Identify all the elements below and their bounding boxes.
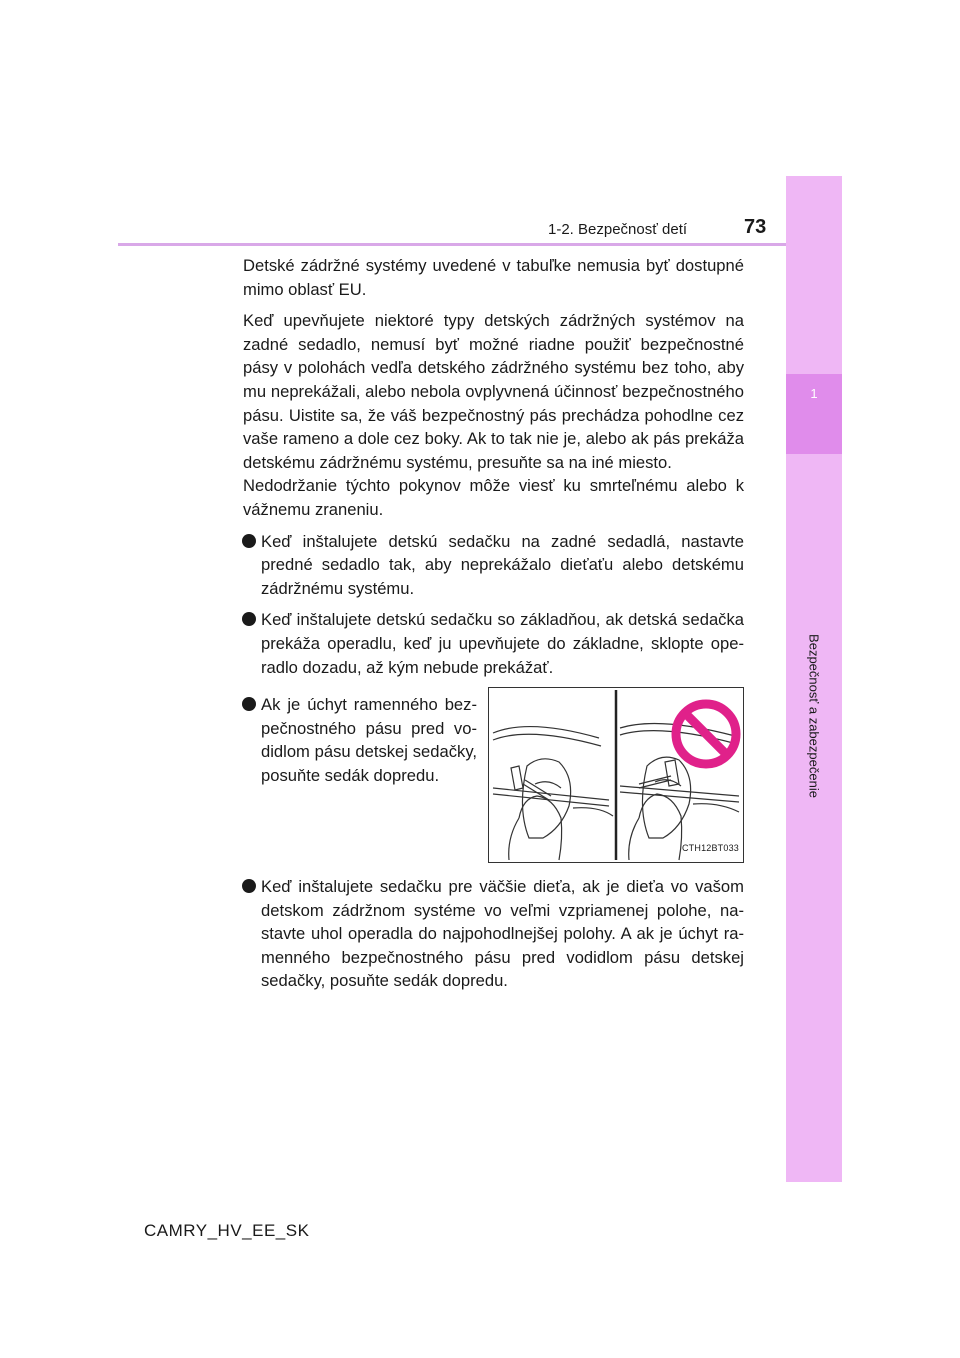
bullet-text: Ak je úchyt ramenného bezpečnostného pásu pred vodidlom pásu detskej sedačky, posuňte sedák dopredu.	[261, 695, 477, 785]
left-panel-seat	[493, 727, 613, 860]
child-seat-illustration	[488, 687, 744, 863]
bullet-with-figure	[243, 687, 744, 863]
paragraph-warning: Nedodržanie týchto pokynov môže viesť ku smrteľnému alebo k vážnemu zraneniu.	[243, 476, 744, 519]
bullet-item	[243, 608, 744, 679]
header-rule	[118, 243, 841, 246]
bullet-text: Keď inštalujete detskú sedačku na zadné sedadlá, nastavte predné sedadlo tak, aby neprekážalo dieťaťu alebo detskému zádržnému systému.	[261, 531, 744, 598]
section-title: 1-2. Bezpečnosť detí	[548, 221, 688, 238]
chapter-label: Bezpečnosť a zabezpečenie	[806, 634, 822, 798]
chapter-side-tab	[786, 176, 842, 1182]
bullet-text: Keď inštalujete sedačku pre väčšie dieťa, ak je dieťa vo vašom detskom zádržnom systéme vo veľmi vzpriamenej polohe, nastavte uhol operadla do najpohodlnejšej polohy. A ak je úchyt ramenného bezpečnostného pásu pred vodidlom pásu detskej sedačky, posuňte sedák dopredu.	[261, 877, 744, 991]
page-number: 73	[744, 216, 767, 238]
bullet-dot-icon	[242, 534, 256, 548]
paragraph-seatbelt-fit: Keď upevňujete niektoré typy detských zádržných systémov na zadné sedadlo, nemusí byť možné riadne použiť bezpečnostné pásy v polohách vedľa detského zádržného systému bez toho, aby mu neprekážali, alebo nebola ovplyvnená účinnosť bezpečnostného pásu. Uistite sa, že váš bezpečnostný pás prechádza pohodlne cez vaše rameno a dole cez boky. Ak to tak nie je, alebo ak pás prekáža detskému zádržnému systému, presuňte sa na iné miesto.	[243, 311, 744, 472]
bullet-dot-icon	[242, 612, 256, 626]
figure-code: CTH12BT033	[681, 842, 739, 853]
bullet-item	[243, 693, 477, 787]
page-content	[243, 254, 744, 1001]
bullet-dot-icon	[242, 697, 256, 711]
bullet-item	[243, 875, 744, 993]
bullet-dot-icon	[242, 879, 256, 893]
paragraph-availability: Detské zádržné systémy uvedené v tabuľke nemusia byť dostupné mimo oblasť EU.	[243, 256, 744, 299]
model-code: CAMRY_HV_EE_SK	[144, 1221, 310, 1240]
bullet-text: Keď inštalujete detskú sedačku so základňou, ak detská sedačka prekáža operadlu, keď ju upevňujete do základne, sklopte operadlo dozadu, až kým nebude prekážať.	[261, 610, 744, 677]
chapter-number: 1	[810, 386, 818, 401]
bullet-item	[243, 530, 744, 601]
